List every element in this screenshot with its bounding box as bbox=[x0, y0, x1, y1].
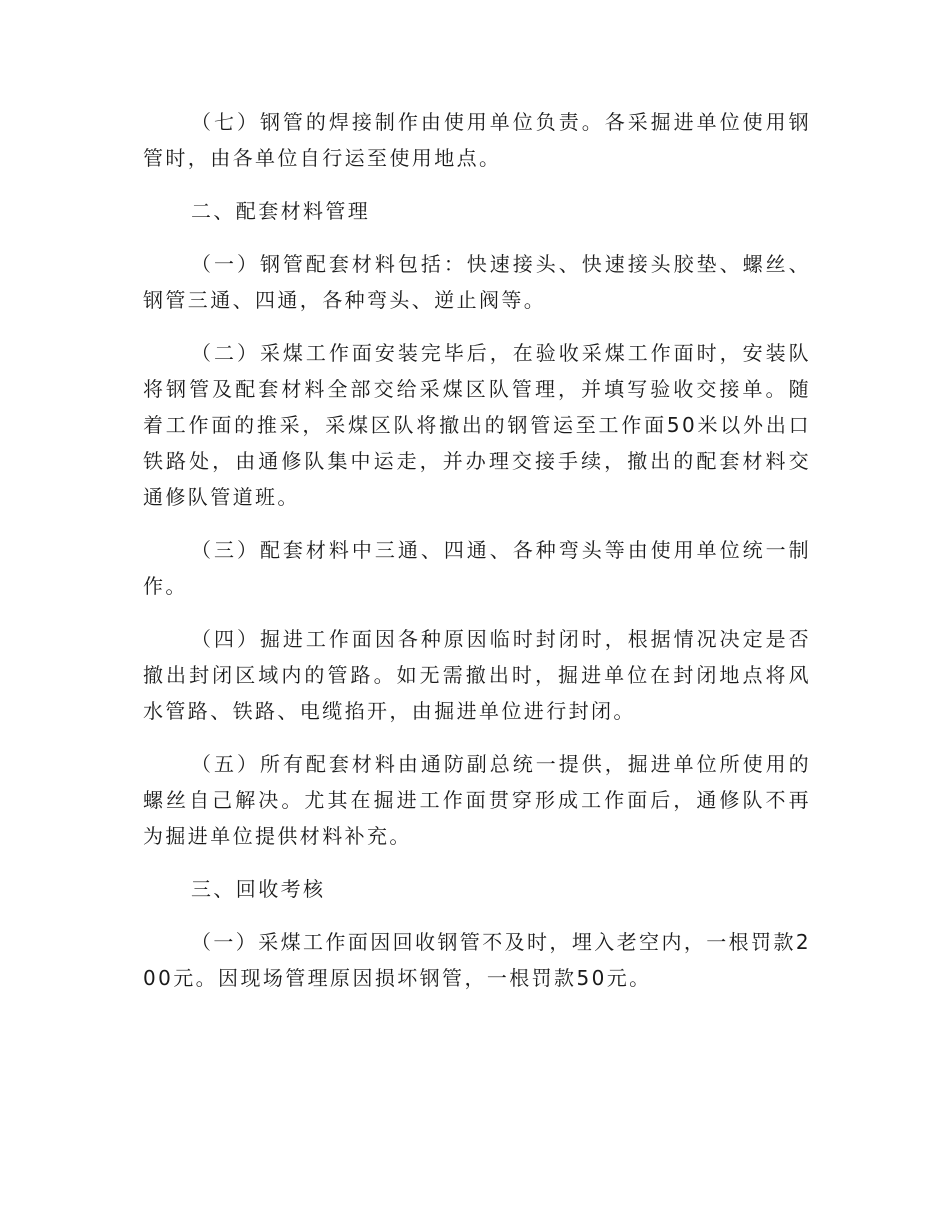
paragraph-temporary-closure: （四）掘进工作面因各种原因临时封闭时，根据情况决定是否撤出封闭区域内的管路。如无需撤出时，掘进单位在封闭地点将风水管路、铁路、电缆掐开，由掘进单位进行封闭。 bbox=[143, 627, 811, 723]
paragraph-steel-pipe-welding: （七）钢管的焊接制作由使用单位负责。各采掘进单位使用钢管时，由各单位自行运至使用地点。 bbox=[143, 110, 811, 170]
section-heading-assessment: 三、回收考核 bbox=[191, 877, 326, 901]
paragraph-materials-list: （一）钢管配套材料包括：快速接头、快速接头胶垫、螺丝、钢管三通、四通，各种弯头、逆止阀等。 bbox=[143, 252, 811, 312]
document-body bbox=[143, 104, 811, 1013]
paragraph-fittings-fabrication: （三）配套材料中三通、四通、各种弯头等由使用单位统一制作。 bbox=[143, 538, 811, 598]
paragraph-material-supply: （五）所有配套材料由通防副总统一提供，掘进单位所使用的螺丝自己解决。尤其在掘进工作面贯穿形成工作面后，通修队不再为掘进单位提供材料补充。 bbox=[143, 752, 811, 848]
section-heading-materials: 二、配套材料管理 bbox=[191, 199, 371, 223]
paragraph-installation-handover: （二）采煤工作面安装完毕后，在验收采煤工作面时，安装队将钢管及配套材料全部交给采煤区队管理，并填写验收交接单。随着工作面的推采，采煤区队将撤出的钢管运至工作面50米以外出口铁路处，由通修队集中运走，并办理交接手续，撤出的配套材料交通修队管道班。 bbox=[143, 341, 811, 509]
paragraph-penalties: （一）采煤工作面因回收钢管不及时，埋入老空内，一根罚款200元。因现场管理原因损坏钢管，一根罚款50元。 bbox=[143, 930, 811, 990]
